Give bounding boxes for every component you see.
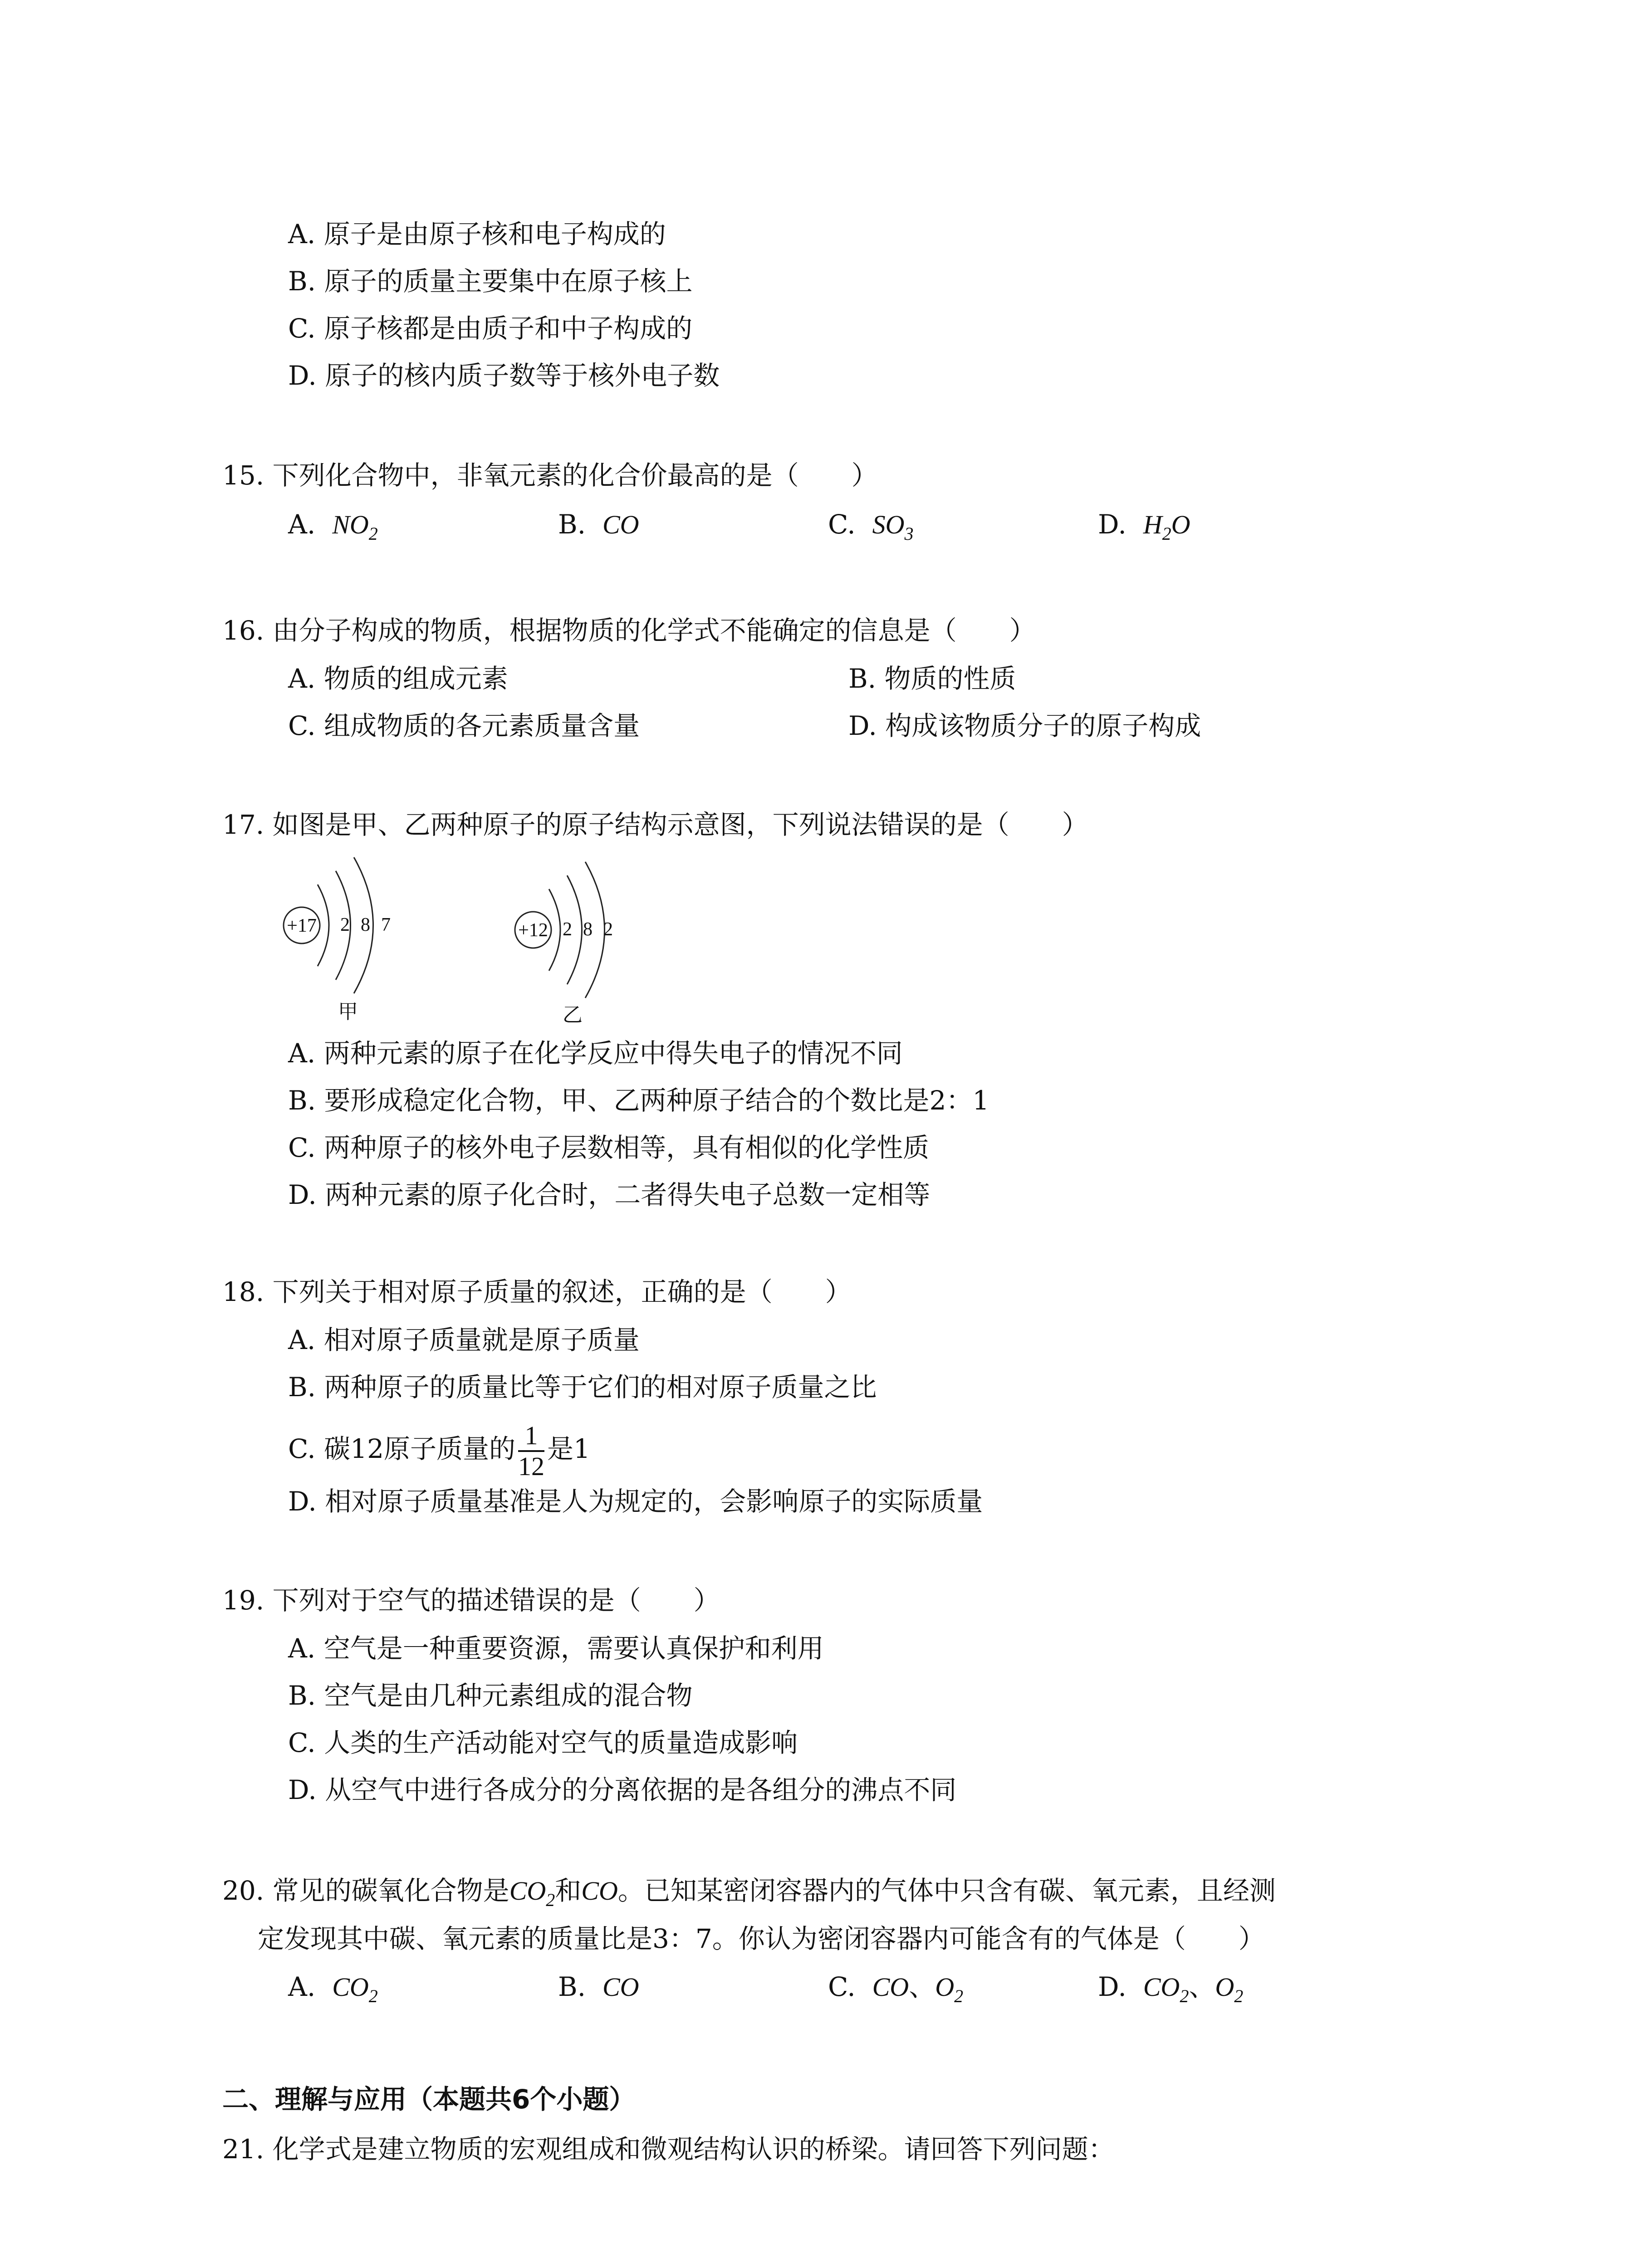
q20-option-d: D. $CO_2$、$O_2$ <box>1098 1971 1244 2006</box>
q16-option-b: B. 物质的性质 <box>848 663 1016 694</box>
q19-option-c: C. 人类的生产活动能对空气的质量造成影响 <box>288 1727 798 1758</box>
atom-yi <box>515 862 613 1026</box>
atom-jia <box>284 857 391 1023</box>
q20-option-c: C. CO、$O_2$ <box>828 1971 964 2006</box>
q19-stem: 19. 下列对于空气的描述错误的是（ ） <box>222 1585 720 1616</box>
jia-label: 甲 <box>338 1001 358 1023</box>
svg-text:+17: +17 <box>287 915 317 936</box>
fraction-one-twelfth: $\frac{1}{12}$ <box>518 1420 544 1481</box>
q19-option-d: D. 从空气中进行各成分的分离依据的是各组分的沸点不同 <box>288 1774 957 1805</box>
q20-option-b: B. CO <box>558 1971 639 2002</box>
q14-option-d: D. 原子的核内质子数等于核外电子数 <box>288 360 720 391</box>
svg-text:+12: +12 <box>518 920 548 941</box>
q15-option-c: C. $SO_3$ <box>828 509 914 544</box>
q14-option-a: A. 原子是由原子核和电子构成的 <box>288 219 666 249</box>
q17-option-d: D. 两种元素的原子化合时，二者得失电子总数一定相等 <box>288 1179 931 1210</box>
q18-option-c: C. 碳12原子质量的 $\frac{1}{12}$ 是1 <box>288 1420 590 1481</box>
atom-structure-diagram <box>268 839 676 1039</box>
q18-option-d: D. 相对原子质量基准是人为规定的，会影响原子的实际质量 <box>288 1486 983 1517</box>
q21-stem: 21. 化学式是建立物质的宏观组成和微观结构认识的桥梁。请回答下列问题： <box>222 2134 1115 2165</box>
q18-option-a: A. 相对原子质量就是原子质量 <box>288 1325 640 1355</box>
q16-option-a: A. 物质的组成元素 <box>288 663 508 694</box>
q15-option-a: A. $NO_2$ <box>288 509 378 544</box>
q17-option-a: A. 两种元素的原子在化学反应中得失电子的情况不同 <box>288 1038 903 1069</box>
q19-option-b: B. 空气是由几种元素组成的混合物 <box>288 1680 693 1711</box>
q18-option-b: B. 两种原子的质量比等于它们的相对原子质量之比 <box>288 1372 877 1403</box>
q16-option-d: D. 构成该物质分子的原子构成 <box>848 710 1201 741</box>
q18-stem: 18. 下列关于相对原子质量的叙述，正确的是（ ） <box>222 1276 852 1307</box>
q15-stem: 15. 下列化合物中，非氧元素的化合价最高的是（ ） <box>222 460 878 491</box>
q17-option-b: B. 要形成稳定化合物，甲、乙两种原子结合的个数比是2：1 <box>288 1085 989 1116</box>
q15-option-d: D. $H_2O$ <box>1098 509 1190 544</box>
q15-option-b: B. CO <box>558 509 639 540</box>
q20-option-a: A. $CO_2$ <box>288 1971 378 2006</box>
q20-stem-line1: 20. 常见的碳氧化合物是$CO_2$和CO。已知某密闭容器内的气体中只含有碳、氧元素，且经测 <box>222 1875 1276 1910</box>
jia-shell-2: 8 <box>361 914 370 935</box>
jia-shell-3: 7 <box>381 914 391 935</box>
q17-stem: 17. 如图是甲、乙两种原子的原子结构示意图，下列说法错误的是（ ） <box>222 809 1088 840</box>
yi-shell-2: 8 <box>583 919 593 940</box>
q14-option-c: C. 原子核都是由质子和中子构成的 <box>288 313 693 344</box>
yi-shell-1: 2 <box>563 919 572 940</box>
section-2-title: 二、理解与应用（本题共6个小题） <box>222 2084 636 2115</box>
q16-stem: 16. 由分子构成的物质，根据物质的化学式不能确定的信息是（ ） <box>222 615 1036 646</box>
q19-option-a: A. 空气是一种重要资源，需要认真保护和利用 <box>288 1633 824 1664</box>
q20-stem-line2: 定发现其中碳、氧元素的质量比是3：7。你认为密闭容器内可能含有的气体是（ ） <box>258 1923 1265 1954</box>
q14-option-b: B. 原子的质量主要集中在原子核上 <box>288 266 693 297</box>
jia-shell-1: 2 <box>340 914 350 935</box>
yi-label: 乙 <box>563 1004 583 1026</box>
q17-option-c: C. 两种原子的核外电子层数相等，具有相似的化学性质 <box>288 1132 930 1163</box>
yi-shell-3: 2 <box>603 919 613 940</box>
q16-option-c: C. 组成物质的各元素质量含量 <box>288 710 640 741</box>
